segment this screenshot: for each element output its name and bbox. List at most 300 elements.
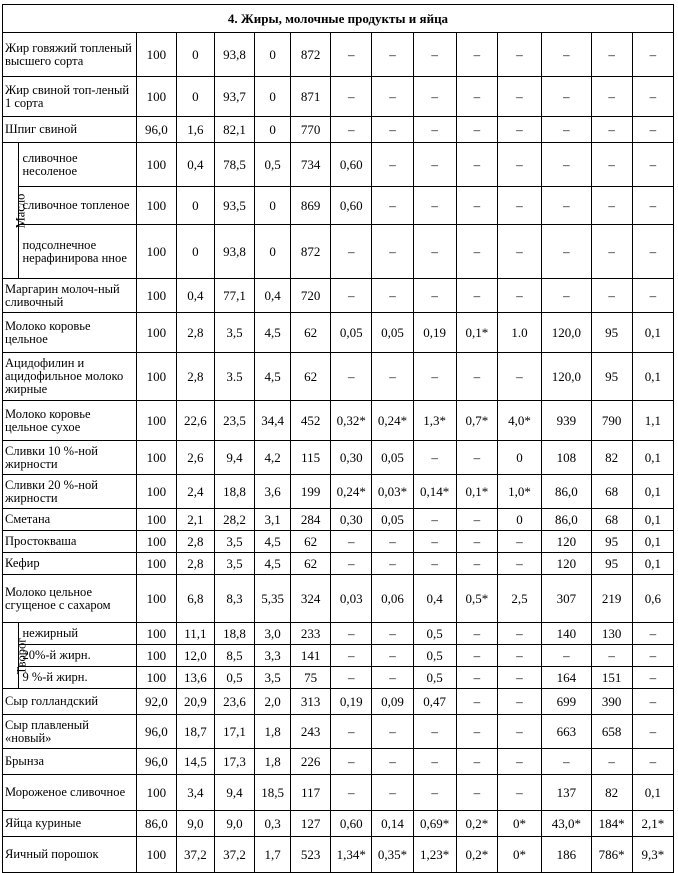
table-row	[3, 279, 674, 313]
value-cell: –	[456, 353, 497, 401]
group-label-text: Масло	[13, 193, 28, 228]
value-cell: –	[542, 225, 591, 279]
table-row	[3, 33, 674, 77]
value-cell: 93,8	[214, 33, 254, 77]
value-cell: –	[331, 225, 372, 279]
value-cell: 164	[542, 667, 591, 689]
value-cell: 720	[291, 279, 331, 313]
value-cell: –	[372, 117, 413, 143]
value-cell: 0,32*	[331, 401, 372, 441]
value-cell: 3,4	[176, 775, 214, 811]
value-cell: –	[497, 117, 541, 143]
value-cell: –	[456, 531, 497, 553]
value-cell: –	[331, 623, 372, 645]
value-cell: 0,05	[331, 313, 372, 353]
value-cell: 2,0	[255, 689, 291, 715]
value-cell: 100	[136, 667, 176, 689]
value-cell: –	[413, 715, 456, 749]
product-name: Сметана	[3, 509, 137, 531]
value-cell: 92,0	[136, 689, 176, 715]
value-cell: 0,3	[255, 811, 291, 837]
value-cell: –	[413, 187, 456, 225]
value-cell: 100	[136, 225, 176, 279]
value-cell: –	[413, 77, 456, 117]
value-cell: –	[497, 689, 541, 715]
value-cell: 23,5	[214, 401, 254, 441]
value-cell: 3,3	[255, 645, 291, 667]
value-cell: 17,1	[214, 715, 254, 749]
value-cell: –	[456, 509, 497, 531]
value-cell: 151	[591, 667, 632, 689]
table-row	[3, 143, 674, 187]
value-cell: 96,0	[136, 749, 176, 775]
value-cell: –	[542, 143, 591, 187]
value-cell: 0,4	[413, 575, 456, 623]
value-cell: 658	[591, 715, 632, 749]
value-cell: –	[372, 667, 413, 689]
value-cell: 233	[291, 623, 331, 645]
value-cell: 452	[291, 401, 331, 441]
value-cell: 0,24*	[372, 401, 413, 441]
table-row	[3, 117, 674, 143]
value-cell: 0	[255, 117, 291, 143]
value-cell: –	[413, 553, 456, 575]
value-cell: 390	[591, 689, 632, 715]
value-cell: 0,09	[372, 689, 413, 715]
table-row	[3, 553, 674, 575]
value-cell: –	[632, 667, 673, 689]
value-cell: 699	[542, 689, 591, 715]
value-cell: –	[372, 143, 413, 187]
value-cell: 2,8	[176, 313, 214, 353]
value-cell: 100	[136, 353, 176, 401]
value-cell: 734	[291, 143, 331, 187]
value-cell: 2,1*	[632, 811, 673, 837]
table-row	[3, 575, 674, 623]
value-cell: –	[456, 117, 497, 143]
value-cell: –	[497, 353, 541, 401]
value-cell: 186	[542, 837, 591, 873]
value-cell: 0,19	[413, 313, 456, 353]
product-name: Простокваша	[3, 531, 137, 553]
value-cell: 37,2	[214, 837, 254, 873]
product-name: Яйца куриные	[3, 811, 137, 837]
value-cell: –	[497, 143, 541, 187]
value-cell: –	[497, 531, 541, 553]
value-cell: 93,8	[214, 225, 254, 279]
value-cell: 0,1	[632, 553, 673, 575]
value-cell: –	[632, 749, 673, 775]
value-cell: 0,69*	[413, 811, 456, 837]
value-cell: –	[632, 117, 673, 143]
table-row	[3, 531, 674, 553]
value-cell: 78,5	[214, 143, 254, 187]
group-label-tvorog	[3, 623, 29, 689]
value-cell: –	[372, 645, 413, 667]
value-cell: 1,7	[255, 837, 291, 873]
value-cell: 0,5	[413, 667, 456, 689]
value-cell: 86,0	[136, 811, 176, 837]
value-cell: 2,4	[176, 475, 214, 509]
value-cell: 0,5	[413, 645, 456, 667]
value-cell: –	[456, 33, 497, 77]
value-cell: 663	[542, 715, 591, 749]
value-cell: –	[591, 279, 632, 313]
product-name: Яичный порошок	[3, 837, 137, 873]
value-cell: –	[331, 117, 372, 143]
value-cell: 95	[591, 553, 632, 575]
value-cell: –	[413, 225, 456, 279]
product-name: Молоко коровье цельное	[3, 313, 137, 353]
value-cell: 0,6	[632, 575, 673, 623]
value-cell: 20,9	[176, 689, 214, 715]
value-cell: 1,3*	[413, 401, 456, 441]
value-cell: 4,5	[255, 531, 291, 553]
value-cell: 2,1	[176, 509, 214, 531]
value-cell: 1,23*	[413, 837, 456, 873]
value-cell: –	[372, 715, 413, 749]
value-cell: –	[413, 749, 456, 775]
value-cell: 3,1	[255, 509, 291, 531]
value-cell: 34,4	[255, 401, 291, 441]
product-name: Молоко коровье цельное сухое	[3, 401, 137, 441]
value-cell: 1.0	[497, 313, 541, 353]
value-cell: 75	[291, 667, 331, 689]
value-cell: 0	[497, 509, 541, 531]
value-cell: 0,14*	[413, 475, 456, 509]
value-cell: 96,0	[136, 715, 176, 749]
table-row	[3, 645, 674, 667]
value-cell: –	[591, 77, 632, 117]
value-cell: 0,5*	[456, 575, 497, 623]
value-cell: –	[497, 667, 541, 689]
value-cell: 23,6	[214, 689, 254, 715]
value-cell: 790	[591, 401, 632, 441]
value-cell: 1,6	[176, 117, 214, 143]
value-cell: –	[497, 775, 541, 811]
value-cell: –	[413, 441, 456, 475]
value-cell: 0,19	[331, 689, 372, 715]
value-cell: –	[456, 689, 497, 715]
value-cell: 0,1	[632, 475, 673, 509]
value-cell: –	[632, 33, 673, 77]
product-name: 9 %-й жирн.	[19, 667, 136, 689]
value-cell: 2,8	[176, 531, 214, 553]
value-cell: –	[456, 749, 497, 775]
value-cell: –	[591, 645, 632, 667]
value-cell: 0,30	[331, 441, 372, 475]
value-cell: 100	[136, 77, 176, 117]
value-cell: –	[331, 715, 372, 749]
value-cell: 0	[497, 441, 541, 475]
value-cell: 22,6	[176, 401, 214, 441]
value-cell: –	[456, 667, 497, 689]
value-cell: 141	[291, 645, 331, 667]
value-cell: 1,1	[632, 401, 673, 441]
value-cell: 219	[591, 575, 632, 623]
value-cell: –	[331, 775, 372, 811]
value-cell: 100	[136, 775, 176, 811]
value-cell: –	[456, 441, 497, 475]
value-cell: –	[372, 775, 413, 811]
table-row	[3, 837, 674, 873]
value-cell: –	[456, 77, 497, 117]
value-cell: –	[372, 33, 413, 77]
value-cell: 68	[591, 475, 632, 509]
value-cell: 86,0	[542, 475, 591, 509]
value-cell: 93,5	[214, 187, 254, 225]
value-cell: –	[591, 187, 632, 225]
value-cell: 0,1	[632, 441, 673, 475]
table-row	[3, 313, 674, 353]
value-cell: 6,8	[176, 575, 214, 623]
group-label-maslo	[3, 143, 28, 279]
value-cell: 1,8	[255, 715, 291, 749]
value-cell: 1,34*	[331, 837, 372, 873]
value-cell: 100	[136, 837, 176, 873]
value-cell: 3,6	[255, 475, 291, 509]
value-cell: –	[497, 553, 541, 575]
value-cell: 62	[291, 353, 331, 401]
value-cell: –	[456, 143, 497, 187]
product-name: Жир говяжий топленый высшего сорта	[3, 33, 137, 77]
value-cell: 0,05	[372, 441, 413, 475]
value-cell: 130	[591, 623, 632, 645]
value-cell: –	[413, 117, 456, 143]
value-cell: 0,5	[413, 623, 456, 645]
value-cell: –	[542, 77, 591, 117]
value-cell: –	[413, 509, 456, 531]
value-cell: 0,2*	[456, 837, 497, 873]
value-cell: 0,1*	[456, 313, 497, 353]
value-cell: 100	[136, 575, 176, 623]
value-cell: –	[497, 749, 541, 775]
value-cell: –	[413, 353, 456, 401]
value-cell: 68	[591, 509, 632, 531]
value-cell: –	[632, 77, 673, 117]
value-cell: –	[372, 749, 413, 775]
value-cell: 2,8	[176, 553, 214, 575]
value-cell: 37,2	[176, 837, 214, 873]
value-cell: 0	[176, 225, 214, 279]
nutrition-table	[2, 4, 674, 873]
value-cell: –	[413, 531, 456, 553]
value-cell: –	[497, 33, 541, 77]
value-cell: –	[372, 531, 413, 553]
value-cell: 0,05	[372, 509, 413, 531]
table-row	[3, 187, 674, 225]
value-cell: 0	[255, 187, 291, 225]
value-cell: –	[632, 279, 673, 313]
table-row	[3, 689, 674, 715]
table-row	[3, 441, 674, 475]
table-row	[3, 225, 674, 279]
value-cell: 0,03*	[372, 475, 413, 509]
table-row	[3, 77, 674, 117]
product-name: Сыр плавленый «новый»	[3, 715, 137, 749]
value-cell: 100	[136, 509, 176, 531]
value-cell: –	[542, 279, 591, 313]
value-cell: 0,1*	[456, 475, 497, 509]
value-cell: –	[591, 225, 632, 279]
table-row	[3, 775, 674, 811]
value-cell: 120	[542, 553, 591, 575]
value-cell: 100	[136, 313, 176, 353]
value-cell: 0,1	[632, 313, 673, 353]
value-cell: 13,6	[176, 667, 214, 689]
value-cell: 127	[291, 811, 331, 837]
value-cell: 243	[291, 715, 331, 749]
value-cell: –	[632, 623, 673, 645]
value-cell: 28,2	[214, 509, 254, 531]
table-row	[3, 811, 674, 837]
value-cell: 3,5	[214, 553, 254, 575]
value-cell: 0*	[497, 837, 541, 873]
value-cell: 3,5	[255, 667, 291, 689]
value-cell: 871	[291, 77, 331, 117]
value-cell: 2,6	[176, 441, 214, 475]
product-name: сливочное несоленое	[19, 143, 136, 187]
value-cell: 0,03	[331, 575, 372, 623]
value-cell: 62	[291, 531, 331, 553]
value-cell: –	[331, 667, 372, 689]
value-cell: –	[413, 775, 456, 811]
product-name: Жир свиной топ-леный 1 сорта	[3, 77, 137, 117]
value-cell: 82,1	[214, 117, 254, 143]
product-name: подсолнечное нерафинирова нное	[19, 225, 136, 279]
table-row	[3, 353, 674, 401]
value-cell: 869	[291, 187, 331, 225]
table-row	[3, 667, 674, 689]
value-cell: 18,8	[214, 623, 254, 645]
value-cell: –	[497, 77, 541, 117]
value-cell: –	[331, 33, 372, 77]
value-cell: 3,0	[255, 623, 291, 645]
value-cell: 100	[136, 553, 176, 575]
product-name: 20%-й жирн.	[19, 645, 136, 667]
value-cell: 4,5	[255, 313, 291, 353]
value-cell: 115	[291, 441, 331, 475]
value-cell: –	[456, 715, 497, 749]
value-cell: 9,4	[214, 775, 254, 811]
value-cell: –	[372, 353, 413, 401]
value-cell: 86,0	[542, 509, 591, 531]
value-cell: 82	[591, 775, 632, 811]
value-cell: 100	[136, 33, 176, 77]
product-name: Мороженое сливочное	[3, 775, 137, 811]
table-row	[3, 401, 674, 441]
value-cell: 0,30	[331, 509, 372, 531]
value-cell: –	[591, 33, 632, 77]
value-cell: –	[372, 187, 413, 225]
value-cell: 100	[136, 645, 176, 667]
value-cell: 0,2*	[456, 811, 497, 837]
value-cell: 0,60	[331, 143, 372, 187]
value-cell: –	[372, 279, 413, 313]
value-cell: 0,1	[632, 353, 673, 401]
product-name: Брынза	[3, 749, 137, 775]
value-cell: 0	[176, 187, 214, 225]
value-cell: 120,0	[542, 313, 591, 353]
value-cell: –	[331, 749, 372, 775]
value-cell: 2,8	[176, 353, 214, 401]
value-cell: 523	[291, 837, 331, 873]
value-cell: 0,1	[632, 509, 673, 531]
value-cell: 117	[291, 775, 331, 811]
table-row	[3, 623, 674, 645]
value-cell: –	[591, 143, 632, 187]
value-cell: 14,5	[176, 749, 214, 775]
value-cell: –	[632, 715, 673, 749]
value-cell: 18,7	[176, 715, 214, 749]
value-cell: –	[456, 187, 497, 225]
title-row	[3, 5, 674, 33]
table-row	[3, 749, 674, 775]
value-cell: –	[542, 645, 591, 667]
value-cell: 18,8	[214, 475, 254, 509]
product-name: Сливки 10 %-ной жирности	[3, 441, 137, 475]
product-name: Маргарин молоч-ный сливочный	[3, 279, 137, 313]
table-title: 4. Жиры, молочные продукты и яйца	[3, 5, 674, 33]
value-cell: 0,06	[372, 575, 413, 623]
value-cell: 9,4	[214, 441, 254, 475]
value-cell: 0,5	[214, 667, 254, 689]
value-cell: –	[542, 33, 591, 77]
value-cell: –	[542, 187, 591, 225]
value-cell: 11,1	[176, 623, 214, 645]
value-cell: –	[632, 187, 673, 225]
value-cell: 2,5	[497, 575, 541, 623]
value-cell: 100	[136, 441, 176, 475]
value-cell: –	[372, 623, 413, 645]
product-name: Кефир	[3, 553, 137, 575]
product-name: Ацидофилин и ацидофильное молоко жирные	[3, 353, 137, 401]
value-cell: 100	[136, 531, 176, 553]
value-cell: 184*	[591, 811, 632, 837]
value-cell: 0,4	[255, 279, 291, 313]
value-cell: 8,5	[214, 645, 254, 667]
value-cell: –	[331, 353, 372, 401]
value-cell: 3.5	[214, 353, 254, 401]
value-cell: 4,0*	[497, 401, 541, 441]
value-cell: 307	[542, 575, 591, 623]
value-cell: 95	[591, 313, 632, 353]
value-cell: 324	[291, 575, 331, 623]
value-cell: –	[331, 279, 372, 313]
value-cell: 0,24*	[331, 475, 372, 509]
group-label-text: Творог	[14, 637, 29, 674]
product-name: нежирный	[19, 623, 136, 645]
value-cell: –	[542, 749, 591, 775]
value-cell: –	[497, 715, 541, 749]
value-cell: 17,3	[214, 749, 254, 775]
value-cell: 199	[291, 475, 331, 509]
value-cell: –	[372, 77, 413, 117]
value-cell: –	[456, 645, 497, 667]
value-cell: 95	[591, 531, 632, 553]
value-cell: 0,05	[372, 313, 413, 353]
value-cell: 3,5	[214, 531, 254, 553]
value-cell: 82	[591, 441, 632, 475]
value-cell: 120,0	[542, 353, 591, 401]
value-cell: 0,7*	[456, 401, 497, 441]
value-cell: –	[497, 645, 541, 667]
table-row	[3, 509, 674, 531]
value-cell: 4,5	[255, 553, 291, 575]
value-cell: 62	[291, 313, 331, 353]
value-cell: –	[632, 143, 673, 187]
value-cell: 9,0	[176, 811, 214, 837]
